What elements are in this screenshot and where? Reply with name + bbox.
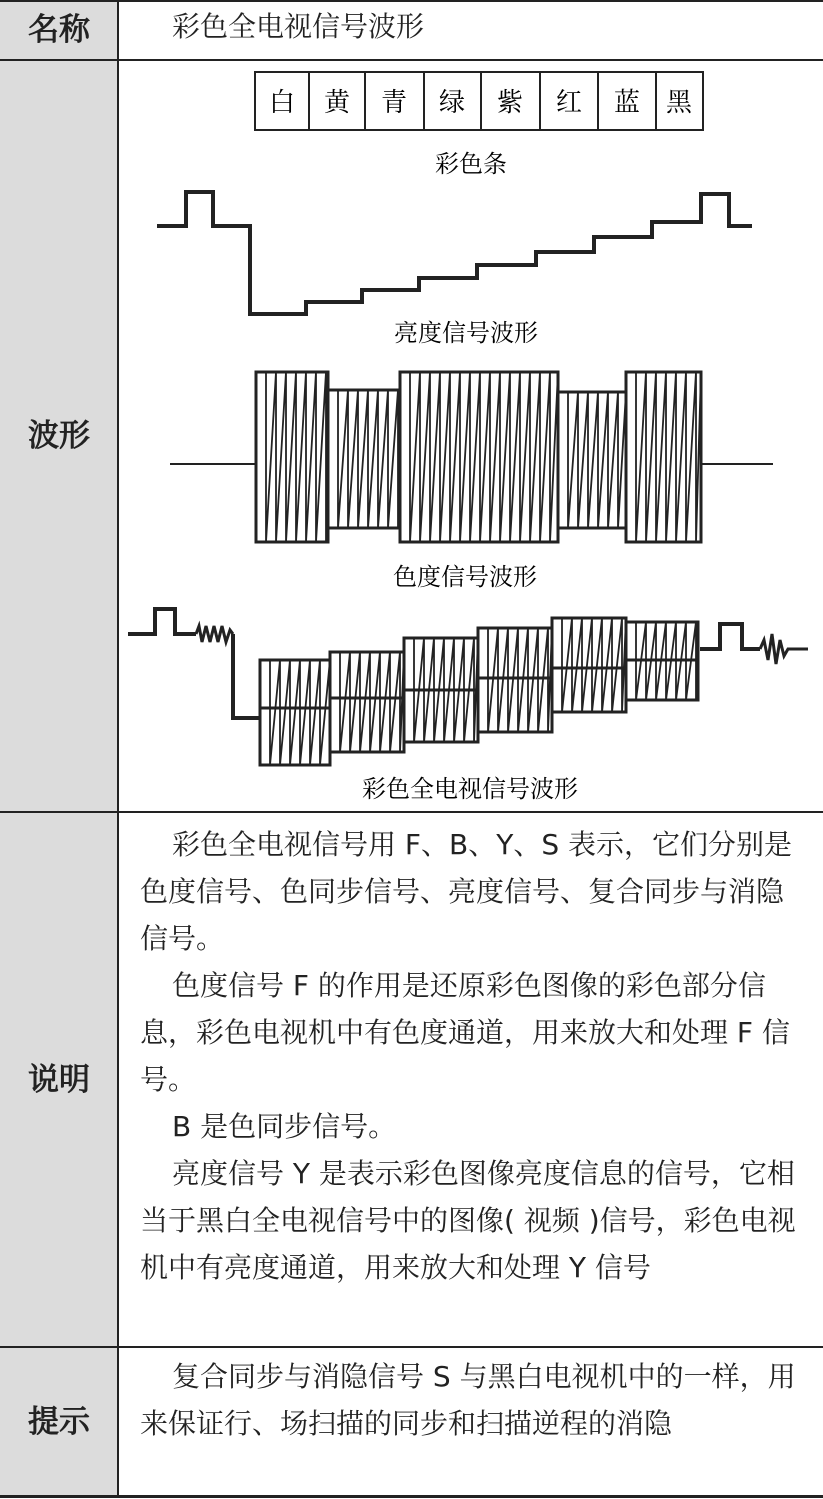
color-bar-cell-white: 白 — [268, 88, 296, 118]
chroma-caption: 色度信号波形 — [393, 563, 537, 591]
composite-burst-right — [760, 634, 808, 664]
color-bar-caption: 彩色条 — [435, 150, 507, 178]
name-value: 彩色全电视信号波形 — [172, 10, 425, 43]
tip-text — [140, 1353, 808, 1447]
chroma-block — [328, 390, 400, 528]
chroma-block — [626, 372, 701, 542]
luminance-waveform — [157, 192, 752, 347]
color-bar-cell-red: 红 — [555, 88, 583, 118]
chroma-waveform — [170, 372, 773, 591]
composite-block — [404, 638, 478, 742]
composite-blanking-left — [233, 634, 260, 718]
color-bar-cell-blue: 蓝 — [613, 88, 641, 118]
description-paragraph: 色度信号 F 的作用是还原彩色图像的彩色部分信息，彩色电视机中有色度通道，用来放大和处理 F 信号。 — [140, 969, 790, 1096]
color-bar-cell-yellow: 黄 — [323, 88, 351, 118]
tip-paragraph: 复合同步与消隐信号 S 与黑白电视机中的一样，用来保证行、场扫描的同步和扫描逆程的消隐 — [140, 1360, 796, 1440]
composite-sync-pulse-left — [128, 609, 196, 634]
color-bar-cell-magenta: 紫 — [496, 88, 524, 118]
color-bar-cell-cyan: 青 — [380, 88, 408, 118]
composite-block — [330, 652, 404, 752]
composite-block — [552, 618, 626, 712]
description-paragraph: 彩色全电视信号用 F、B、Y、S 表示，它们分别是色度信号、色同步信号、亮度信号、复合同步与消隐信号。 — [140, 828, 792, 955]
waveform-label: 波形 — [28, 418, 90, 454]
waveform-figure — [119, 61, 823, 811]
luminance-trace — [157, 192, 752, 314]
composite-caption: 彩色全电视信号波形 — [362, 775, 578, 803]
luminance-caption: 亮度信号波形 — [394, 319, 538, 347]
description-label: 说明 — [28, 1062, 90, 1098]
composite-block — [478, 628, 552, 732]
composite-bursts — [260, 618, 698, 765]
chroma-bursts — [256, 372, 701, 542]
composite-block — [260, 660, 330, 765]
name-label: 名称 — [28, 12, 90, 48]
chroma-block — [256, 372, 328, 542]
description-text — [140, 821, 808, 1291]
color-bar-cell-green: 绿 — [438, 88, 466, 118]
description-paragraph: B 是色同步信号。 — [172, 1110, 397, 1143]
table-bottom-border — [0, 1495, 823, 1498]
chroma-block — [400, 372, 558, 542]
composite-waveform — [128, 609, 808, 803]
composite-burst-left — [196, 626, 233, 642]
composite-sync-pulse-right — [700, 624, 760, 649]
color-bar-cell-black: 黑 — [665, 88, 693, 118]
table-top-border — [0, 0, 823, 2]
tip-label: 提示 — [28, 1404, 90, 1440]
row-divider — [0, 811, 823, 813]
composite-block — [626, 622, 698, 700]
chroma-block — [558, 392, 626, 528]
color-bar — [255, 72, 703, 178]
row-divider — [0, 1346, 823, 1348]
description-paragraph: 亮度信号 Y 是表示彩色图像亮度信息的信号，它相当于黑白全电视信号中的图像( 视频 )信号，彩色电视机中有亮度通道，用来放大和处理 Y 信号 — [140, 1157, 796, 1284]
